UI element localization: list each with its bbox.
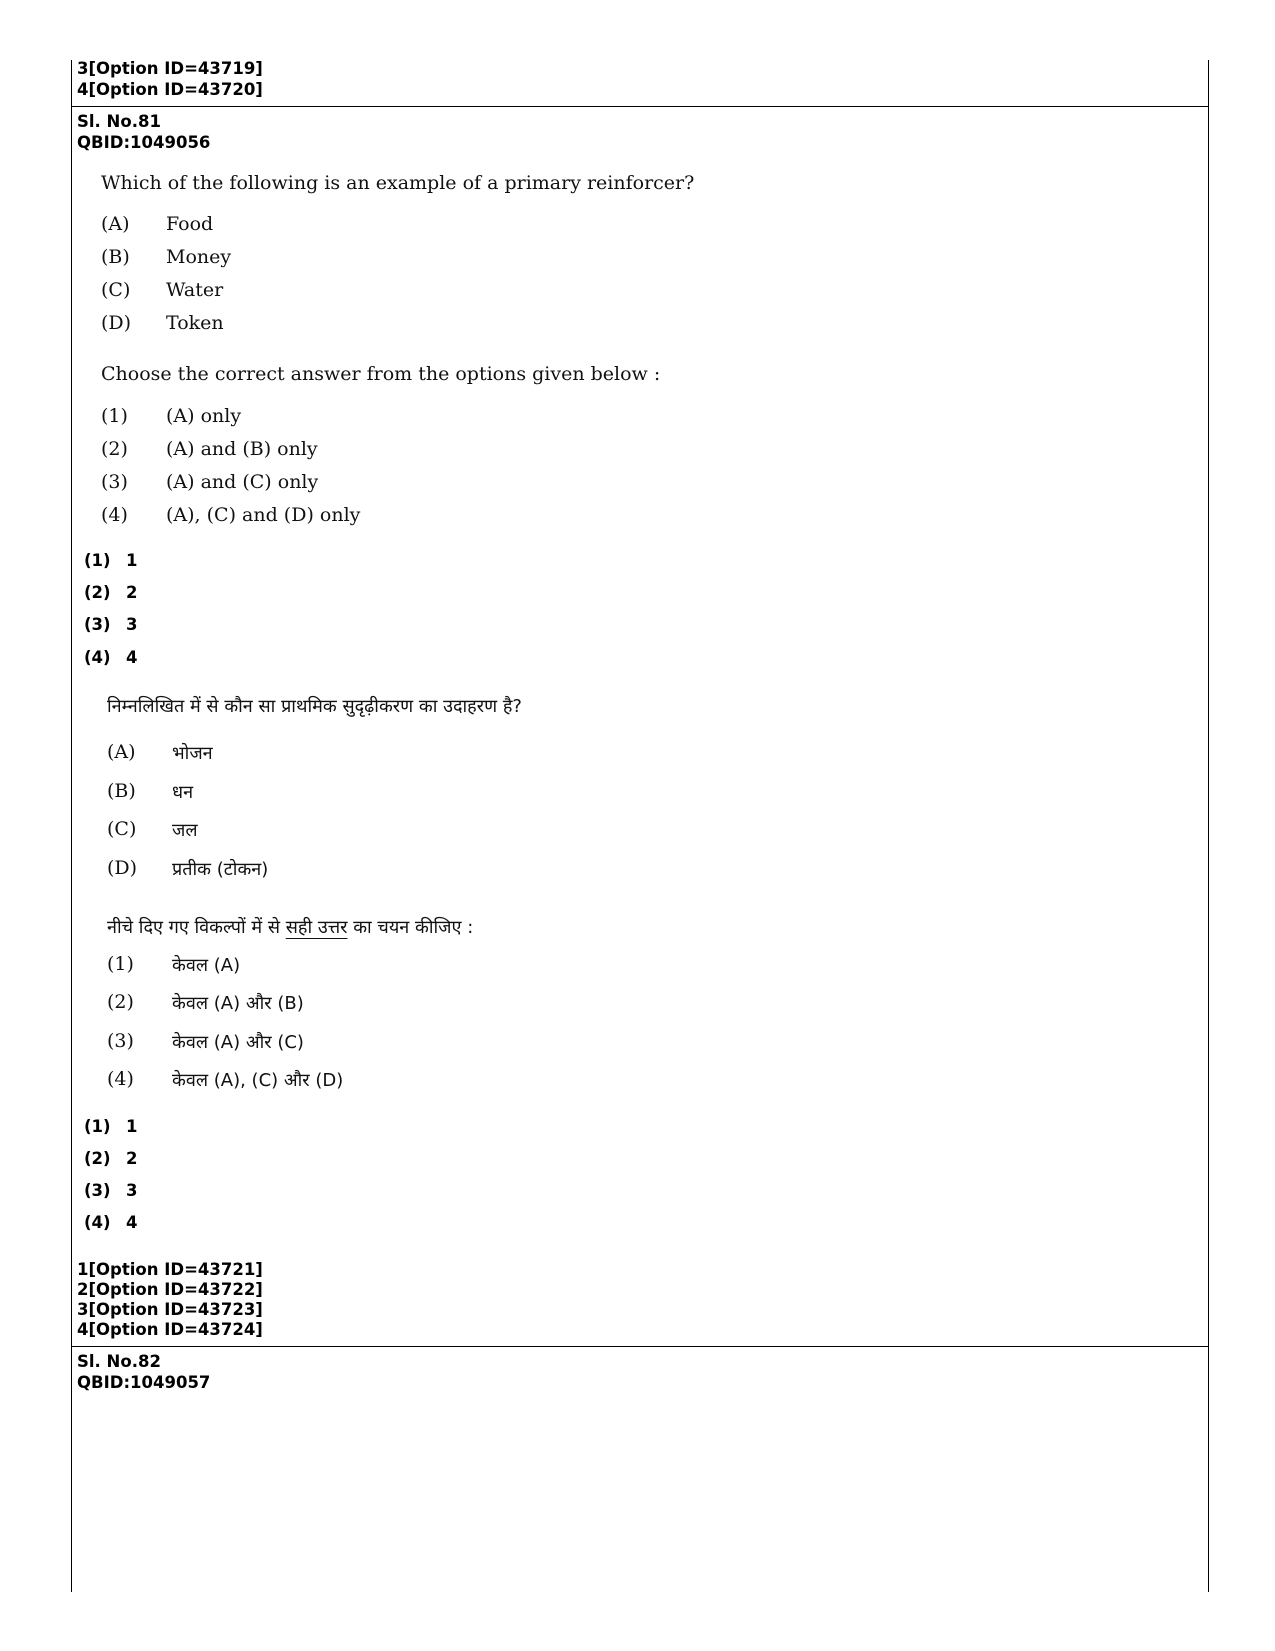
option-id-line: 4[Option ID=43720]	[77, 80, 263, 99]
item-label: (C)	[107, 818, 137, 840]
item-text: भोजन	[172, 743, 213, 764]
item-label: (D)	[101, 312, 132, 334]
answer-option[interactable]: (1) 1	[84, 1117, 138, 1136]
item-label: (B)	[101, 246, 130, 268]
option-id-line: 3[Option ID=43723]	[77, 1300, 263, 1319]
sl-no: Sl. No.81	[77, 112, 161, 131]
item-label: (A)	[107, 741, 136, 763]
item-label: (D)	[107, 857, 138, 879]
answer-option[interactable]: (1) 1	[84, 551, 138, 570]
choice-label: (1)	[107, 953, 134, 975]
item-text: प्रतीक (टोकन)	[172, 859, 269, 880]
item-text: धन	[172, 782, 194, 803]
option-id-line: 4[Option ID=43724]	[77, 1320, 263, 1339]
qbid: QBID:1049057	[77, 1373, 211, 1392]
answer-option[interactable]: (3) 3	[84, 615, 138, 634]
answer-option[interactable]: (2) 2	[84, 1149, 138, 1168]
item-text: Food	[166, 213, 214, 235]
item-label: (C)	[101, 279, 131, 301]
option-id-line: 1[Option ID=43721]	[77, 1260, 263, 1279]
choice-text: (A), (C) and (D) only	[166, 504, 361, 526]
choice-text: केवल (A)	[172, 955, 241, 976]
option-id-line: 3[Option ID=43719]	[77, 59, 263, 78]
divider	[71, 106, 1209, 107]
item-text: जल	[172, 820, 198, 841]
answer-option[interactable]: (4) 4	[84, 1213, 138, 1232]
sl-no: Sl. No.82	[77, 1352, 161, 1371]
choice-text: (A) and (B) only	[166, 438, 318, 460]
question-text-en: Which of the following is an example of a primary reinforcer?	[101, 172, 695, 194]
choice-text: केवल (A) और (B)	[172, 993, 304, 1014]
choice-label: (2)	[101, 438, 128, 460]
choice-label: (2)	[107, 991, 134, 1013]
answer-option[interactable]: (3) 3	[84, 1181, 138, 1200]
item-text: Money	[166, 246, 232, 268]
option-id-line: 2[Option ID=43722]	[77, 1280, 263, 1299]
question-text-hi: निम्नलिखित में से कौन सा प्राथमिक सुदृढ़ीकरण का उदाहरण है?	[107, 696, 522, 717]
item-label: (A)	[101, 213, 130, 235]
choice-text: (A) only	[166, 405, 242, 427]
item-text: Token	[166, 312, 224, 334]
item-text: Water	[166, 279, 224, 301]
choice-text: (A) and (C) only	[166, 471, 319, 493]
right-border	[1208, 60, 1209, 1592]
instruction-en: Choose the correct answer from the options given below :	[101, 363, 661, 385]
answer-option[interactable]: (2) 2	[84, 583, 138, 602]
left-border	[71, 60, 72, 1592]
choice-label: (4)	[107, 1068, 134, 1090]
item-label: (B)	[107, 780, 136, 802]
answer-option[interactable]: (4) 4	[84, 648, 138, 667]
instruction-hi: नीचे दिए गए विकल्पों में से सही उत्तर का चयन कीजिए :	[107, 917, 474, 938]
choice-label: (3)	[101, 471, 128, 493]
divider	[71, 1346, 1209, 1347]
qbid: QBID:1049056	[77, 133, 211, 152]
choice-label: (3)	[107, 1030, 134, 1052]
choice-label: (1)	[101, 405, 128, 427]
choice-text: केवल (A), (C) और (D)	[172, 1070, 344, 1091]
choice-text: केवल (A) और (C)	[172, 1032, 304, 1053]
choice-label: (4)	[101, 504, 128, 526]
